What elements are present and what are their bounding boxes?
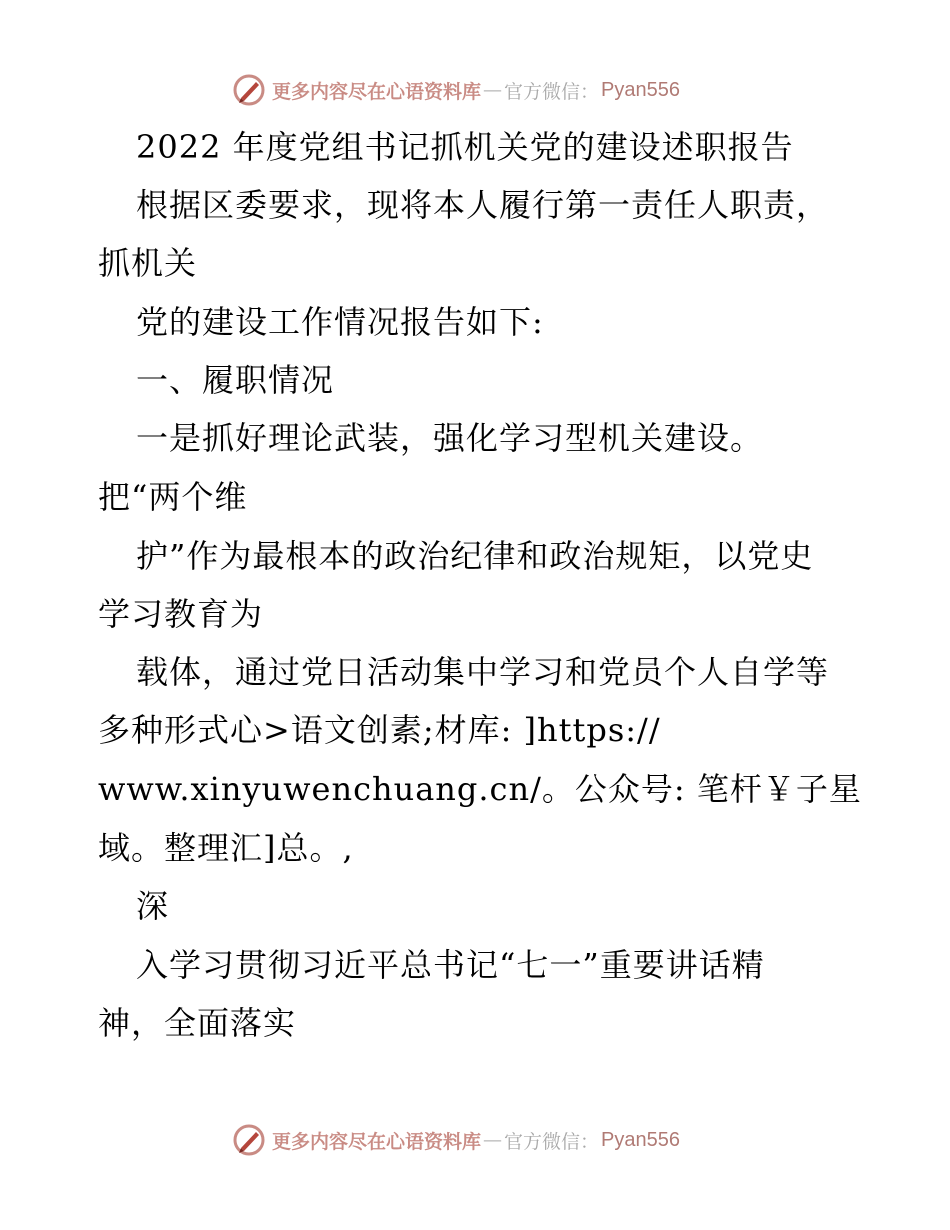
section-heading: 一、履职情况 — [136, 361, 335, 399]
watermark-wechat-id: Pyan556 — [601, 78, 680, 101]
watermark-wechat-id: Pyan556 — [601, 1128, 680, 1151]
footer-watermark — [232, 1122, 680, 1158]
paragraph-line: 护”作为最根本的政治纪律和政治规矩，以党史 — [136, 537, 814, 575]
watermark-main-text: 更多内容尽在心语资料库 — [272, 1130, 482, 1153]
paragraph-line: www.xinyuwenchuang.cn/。公众号: 笔杆￥子星 — [98, 770, 862, 808]
watermark-official-text: 官方微信： — [504, 80, 600, 103]
paragraph-line: 学习教育为 — [98, 595, 264, 633]
watermark-main-text: 更多内容尽在心语资料库 — [272, 80, 482, 103]
paragraph-line: 根据区委要求，现将本人履行第一责任人职责， — [136, 186, 830, 224]
header-watermark — [232, 72, 680, 108]
paragraph-line: 把“两个维 — [98, 478, 248, 516]
watermark-dash: — — [483, 79, 503, 101]
paragraph-line: 入学习贯彻习近平总书记“七一”重要讲话精 — [136, 946, 765, 984]
watermark-official-text: 官方微信： — [504, 1130, 600, 1153]
watermark-dash: — — [483, 1129, 503, 1151]
pen-logo-icon — [232, 1123, 266, 1157]
paragraph-line: 党的建设工作情况报告如下: — [136, 303, 544, 341]
pen-logo-icon — [232, 73, 266, 107]
document-title: 2022 年度党组书记抓机关党的建设述职报告 — [136, 128, 794, 166]
paragraph-line: 多种形式心>语文创素;材库: ]https:// — [98, 711, 661, 749]
paragraph-line: 神，全面落实 — [98, 1004, 297, 1042]
paragraph-line: 一是抓好理论武装，强化学习型机关建设。 — [136, 419, 764, 457]
paragraph-line: 域。整理汇]总。, — [98, 829, 354, 867]
paragraph-line: 抓机关 — [98, 244, 198, 282]
paragraph-line: 深 — [136, 887, 170, 925]
paragraph-line: 载体，通过党日活动集中学习和党员个人自学等 — [136, 653, 830, 691]
